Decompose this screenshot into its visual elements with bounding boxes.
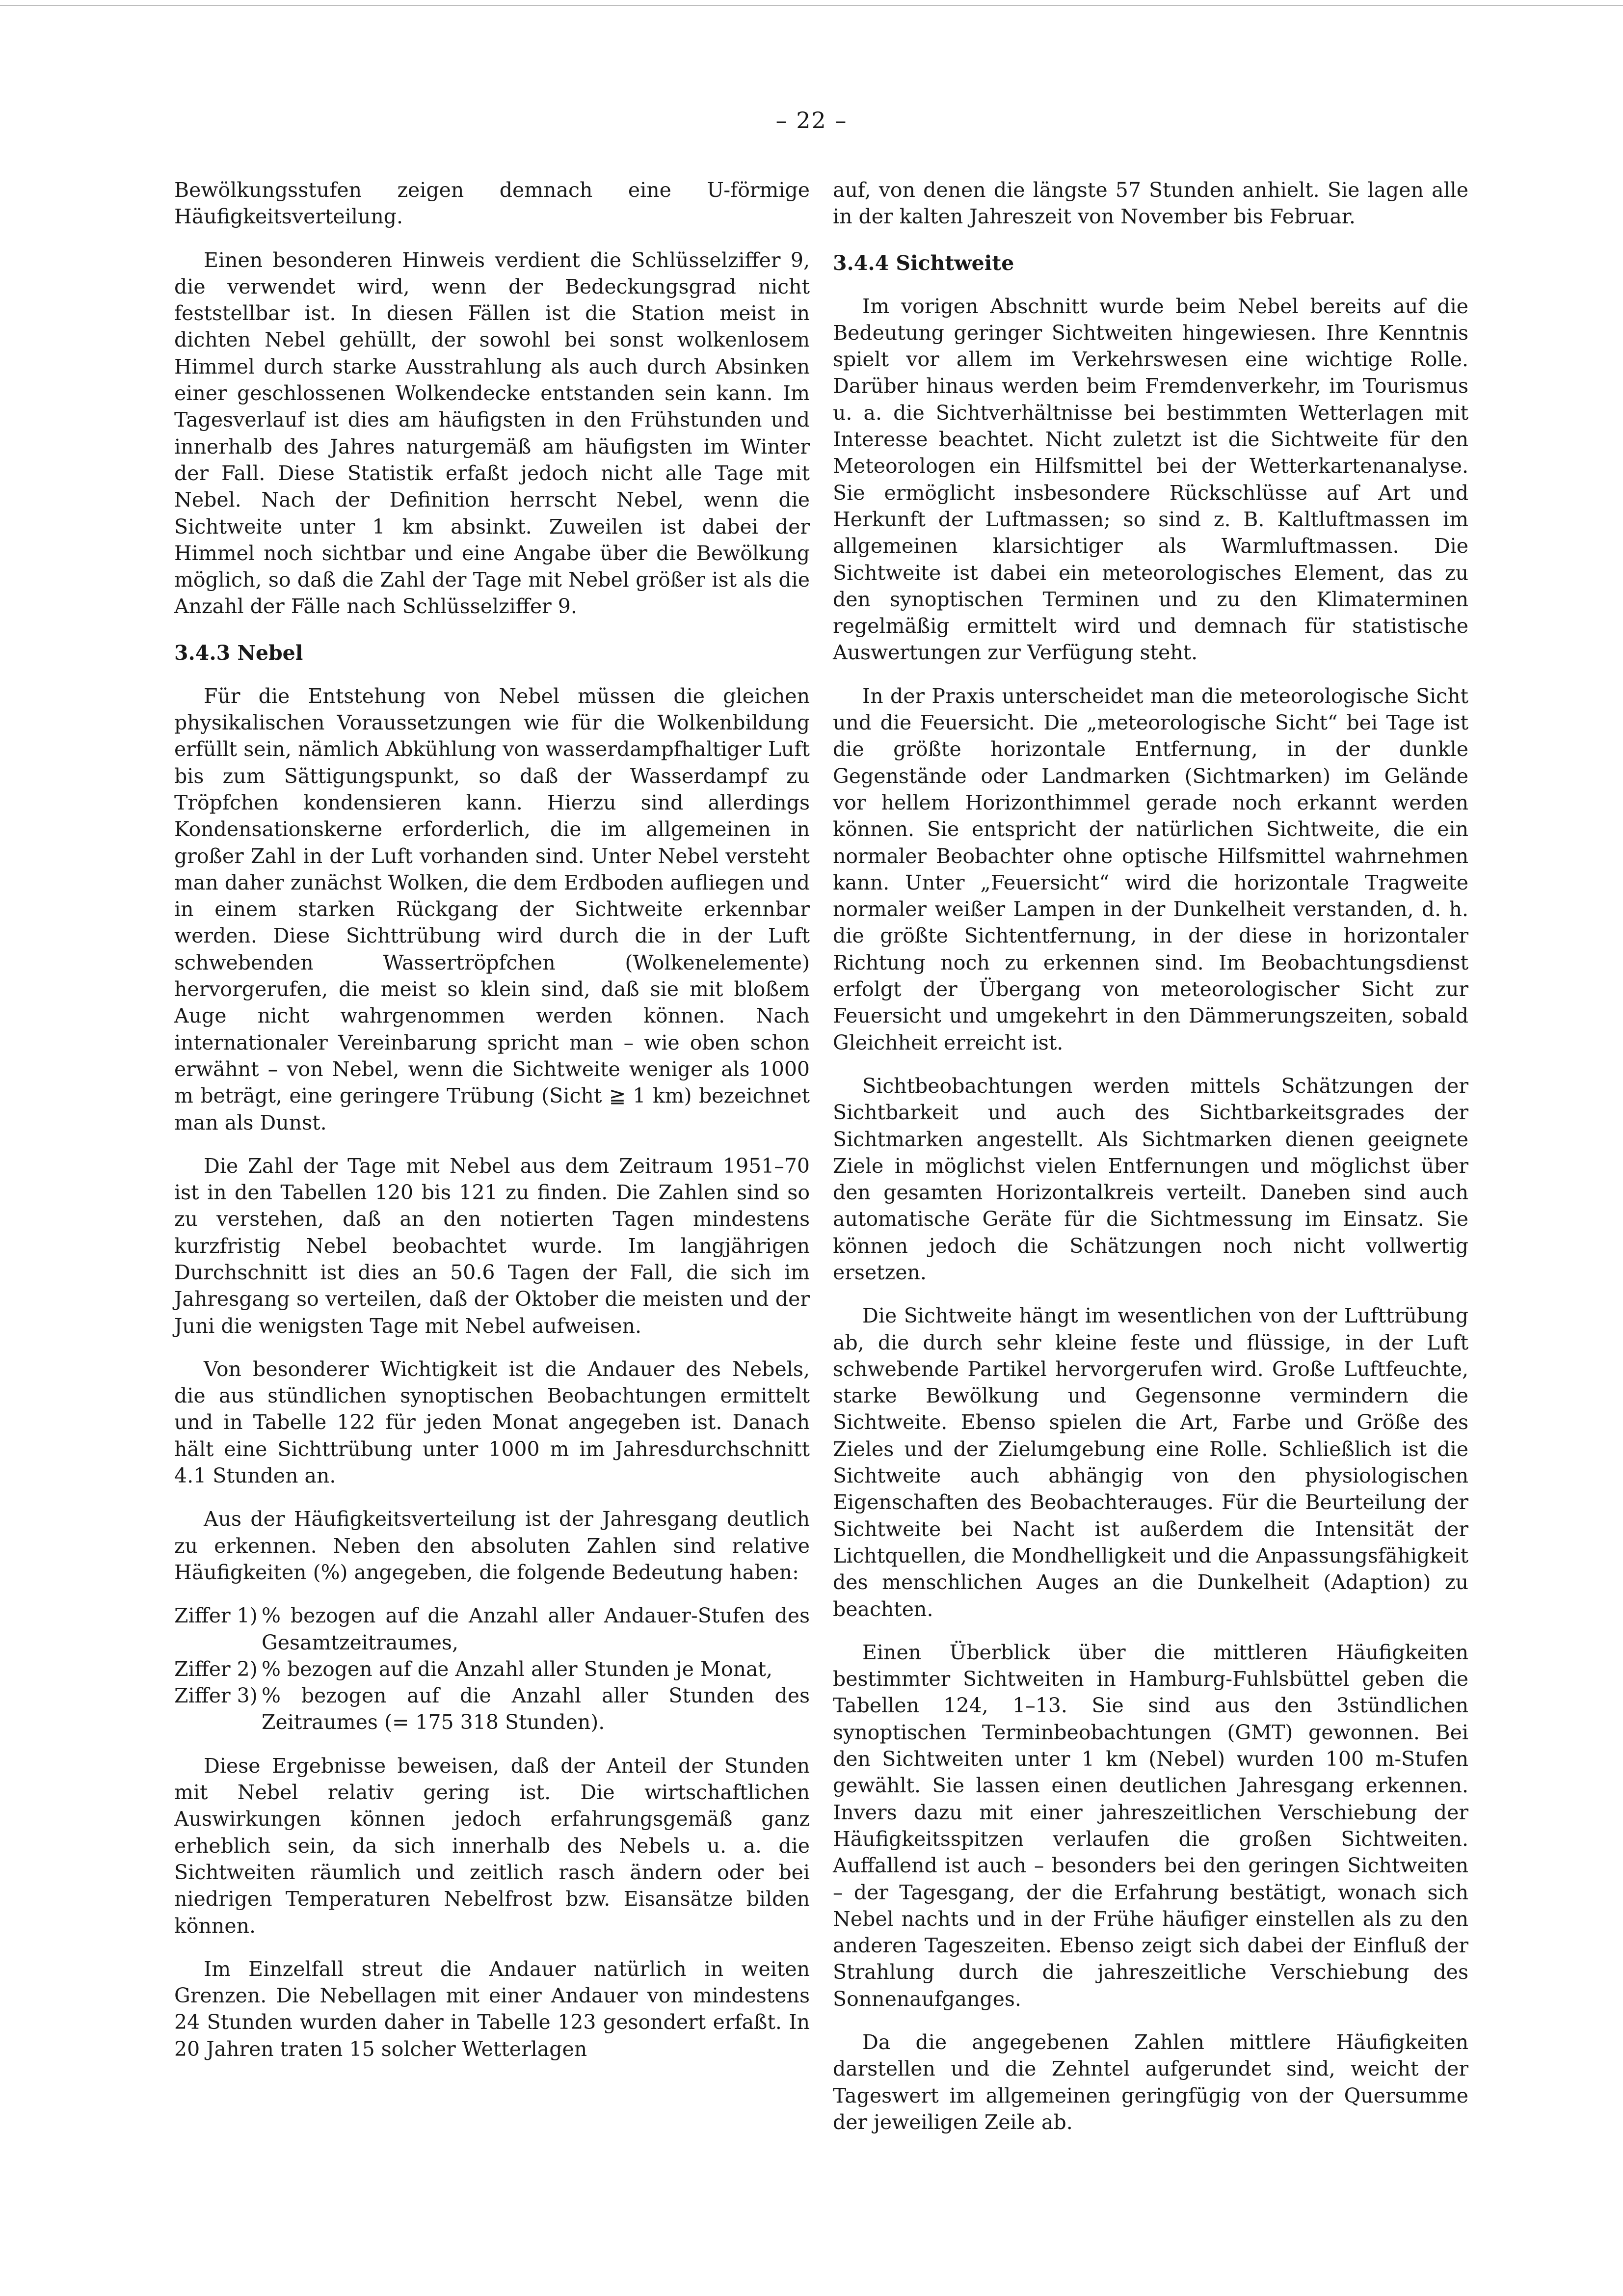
right-column — [833, 177, 1468, 2152]
list-item — [174, 1602, 810, 1656]
paragraph: Die Sichtweite hängt im wesentlichen von der Lufttrübung ab, die durch sehr kleine feste und flüssige, in der Luft schwebende Partikel hervorgerufen wird. Große Luftfeuchte, starke Bewölkung und Gegensonne vermindern die Sichtweite. Ebenso spielen die Art, Farbe und Größe des Zieles und der Zielumgebung eine Rolle. Schließlich ist die Sichtweite auch abhängig von den physiologischen Eigenschaften des Beobachterauges. Für die Beurteilung der Sichtweite bei Nacht ist außerdem die Intensität der Lichtquellen, die Mondhelligkeit und die Anpassungsfähigkeit des menschlichen Auges an die Dunkelheit (Adaption) zu beachten. — [833, 1304, 1468, 1621]
paragraph: Sichtbeobachtungen werden mittels Schätzungen der Sichtbarkeit und auch des Sichtbarkeitsgrades der Sichtmarken angestellt. Als Sichtmarken dienen geeignete Ziele in möglichst vielen Entfernungen und möglichst über den gesamten Horizontalkreis verteilt. Daneben sind auch automatische Geräte für die Sichtmessung im Einsatz. Sie können jedoch die Schätzungen noch nicht vollwertig ersetzen. — [833, 1074, 1468, 1284]
list-item-text: % bezogen auf die Anzahl aller Stunden je Monat, — [262, 1657, 772, 1681]
list-item-text: % bezogen auf die Anzahl aller Stunden des Zeitraumes (= 175 318 Stunden). — [262, 1684, 810, 1734]
paragraph: Bewölkungsstufen zeigen demnach eine U-förmige Häufigkeitsverteilung. — [174, 178, 810, 229]
page-number: – 22 – — [775, 107, 848, 134]
paragraph: Für die Entstehung von Nebel müssen die gleichen physikalischen Voraussetzungen wie für die Wolkenbildung erfüllt sein, nämlich Abkühlung von wasserdampfhaltiger Luft bis zum Sättigungspunkt, so daß der Wasserdampf zu Tröpfchen kondensieren kann. Hierzu sind allerdings Kondensationskerne erforderlich, die im allgemeinen in großer Zahl in der Luft vorhanden sind. Unter Nebel versteht man daher zunächst Wolken, die dem Erdboden aufliegen und in einem starken Rückgang der Sichtweite erkennbar werden. Diese Sichttrübung wird durch die in der Luft schwebenden Wassertröpfchen (Wolkenelemente) hervorgerufen, die meist so klein sind, daß sie mit bloßem Auge nicht wahrgenommen werden können. Nach internationaler Vereinbarung spricht man – wie oben schon erwähnt – von Nebel, wenn die Sichtweite weniger als 1000 m beträgt, eine geringere Trübung (Sicht ≧ 1 km) bezeichnet man als Dunst. — [174, 684, 810, 1134]
paragraph: In der Praxis unterscheidet man die meteorologische Sicht und die Feuersicht. Die „meteorologische Sicht“ bei Tage ist die größte horizontale Entfernung, in der dunkle Gegenstände oder Landmarken (Sichtmarken) im Gelände vor hellem Horizonthimmel gerade noch erkannt werden können. Sie entspricht der natürlichen Sichtweite, die ein normaler Beobachter ohne optische Hilfsmittel wahrnehmen kann. Unter „Feuersicht“ wird die horizontale Tragweite normaler weißer Lampen in der Dunkelheit verstanden, d. h. die größte Sichtentfernung, in der diese in horizontaler Richtung noch zu erkennen sind. Im Beobachtungsdienst erfolgt der Übergang von meteorologischer Sicht zur Feuersicht und umgekehrt in den Dämmerungszeiten, sobald Gleichheit erreicht ist. — [833, 684, 1468, 1054]
section-heading-sichtweite: 3.4.4 Sichtweite — [833, 251, 1014, 275]
paragraph: Einen Überblick über die mittleren Häufigkeiten bestimmter Sichtweiten in Hamburg-Fuhlsbüttel geben die Tabellen 124, 1–13. Sie sind aus den 3stündlichen synoptischen Terminbeobachtungen (GMT) gewonnen. Bei den Sichtweiten unter 1 km (Nebel) wurden 100 m-Stufen gewählt. Sie lassen einen deutlichen Jahresgang erkennen. Invers dazu mit einer jahreszeitlichen Verschiebung der Häufigkeitsspitzen verlaufen die großen Sichtweiten. Auffallend ist auch – besonders bei den geringen Sichtweiten – der Tagesgang, der die Erfahrung bestätigt, wonach sich Nebel nachts und in der Frühe häufiger einstellen als zu den anderen Tageszeiten. Ebenso zeigt sich dabei der Einfluß der Strahlung durch die jahreszeitliche Verschiebung des Sonnenaufganges. — [833, 1640, 1468, 2011]
left-column — [174, 177, 810, 2079]
list-item-text: % bezogen auf die Anzahl aller Andauer-Stufen des Gesamtzeitraumes, — [262, 1604, 810, 1654]
paragraph: Da die angegebenen Zahlen mittlere Häufigkeiten darstellen und die Zehntel aufgerundet sind, weicht der Tageswert im allgemeinen geringfügig von der Quersumme der jeweiligen Zeile ab. — [833, 2030, 1468, 2134]
paragraph: Im vorigen Abschnitt wurde beim Nebel bereits auf die Bedeutung geringer Sichtweiten hingewiesen. Ihre Kenntnis spielt vor allem im Verkehrswesen eine wichtige Rolle. Darüber hinaus werden beim Fremdenverkehr, im Tourismus u. a. die Sichtverhältnisse bei bestimmten Wetterlagen mit Interesse beachtet. Nicht zuletzt ist die Sichtweite für den Meteorologen ein Hilfsmittel bei der Wetterkartenanalyse. Sie ermöglicht insbesondere Rückschlüsse auf Art und Herkunft der Luftmassen; so sind z. B. Kaltluftmassen im allgemeinen klarsichtiger als Warmluftmassen. Die Sichtweite ist dabei ein meteorologisches Element, das zu den synoptischen Terminen und zu den Klimaterminen regelmäßig ermittelt wird und demnach für statistische Auswertungen zur Verfügung steht. — [833, 294, 1468, 665]
section-heading-nebel: 3.4.3 Nebel — [174, 641, 303, 665]
list-item-label: Ziffer 3) — [174, 1684, 258, 1708]
top-scan-line — [0, 5, 1623, 6]
list-item-label: Ziffer 2) — [174, 1657, 258, 1681]
paragraph: Einen besonderen Hinweis verdient die Schlüsselziffer 9, die verwendet wird, wenn der Bedeckungsgrad nicht feststellbar ist. In diesen Fällen ist die Station meist in dichten Nebel gehüllt, der sowohl bei sonst wolkenlosem Himmel durch starke Ausstrahlung als auch durch Absinken einer geschlossenen Wolkendecke entstanden sein kann. Im Tagesverlauf ist dies am häufigsten in den Frühstunden und innerhalb des Jahres naturgemäß am häufigsten im Winter der Fall. Diese Statistik erfaßt jedoch nicht alle Tage mit Nebel. Nach der Definition herrscht Nebel, wenn die Sichtweite unter 1 km absinkt. Zuweilen ist dabei der Himmel noch sichtbar und eine Angabe über die Bewölkung möglich, so daß die Zahl der Tage mit Nebel größer ist als die Anzahl der Fälle nach Schlüsselziffer 9. — [174, 248, 810, 619]
list-item — [174, 1656, 810, 1682]
list-item-label: Ziffer 1) — [174, 1604, 258, 1628]
paragraph: Im Einzelfall streut die Andauer natürlich in weiten Grenzen. Die Nebellagen mit einer Andauer von mindestens 24 Stunden wurden daher in Tabelle 123 gesondert erfaßt. In 20 Jahren traten 15 solcher Wetterlagen — [174, 1957, 810, 2061]
paragraph: Von besonderer Wichtigkeit ist die Andauer des Nebels, die aus stündlichen synoptischen Beobachtungen ermittelt und in Tabelle 122 für jeden Monat angegeben ist. Danach hält eine Sichttrübung unter 1000 m im Jahresdurchschnitt 4.1 Stunden an. — [174, 1357, 810, 1488]
paragraph: Diese Ergebnisse beweisen, daß der Anteil der Stunden mit Nebel relativ gering ist. Die wirtschaftlichen Auswirkungen können jedoch erfahrungsgemäß ganz erheblich sein, da sich innerhalb des Nebels u. a. die Sichtweiten räumlich und zeitlich rasch ändern oder bei niedrigen Temperaturen Nebelfrost bzw. Eisansätze bilden können. — [174, 1754, 810, 1938]
paragraph: auf, von denen die längste 57 Stunden anhielt. Sie lagen alle in der kalten Jahreszeit von November bis Februar. — [833, 178, 1468, 229]
paragraph: Die Zahl der Tage mit Nebel aus dem Zeitraum 1951–70 ist in den Tabellen 120 bis 121 zu finden. Die Zahlen sind so zu verstehen, daß an den notierten Tagen mindestens kurzfristig Nebel beobachtet wurde. Im langjährigen Durchschnitt ist dies an 50.6 Tagen der Fall, die sich im Jahresgang so verteilen, daß der Oktober die meisten und der Juni die wenigsten Tage mit Nebel aufweisen. — [174, 1154, 810, 1338]
list-item — [174, 1682, 810, 1736]
ziffer-list — [174, 1602, 810, 1735]
paragraph: Aus der Häufigkeitsverteilung ist der Jahresgang deutlich zu erkennen. Neben den absoluten Zahlen sind relative Häufigkeiten (%) angegeben, die folgende Bedeutung haben: — [174, 1507, 810, 1584]
